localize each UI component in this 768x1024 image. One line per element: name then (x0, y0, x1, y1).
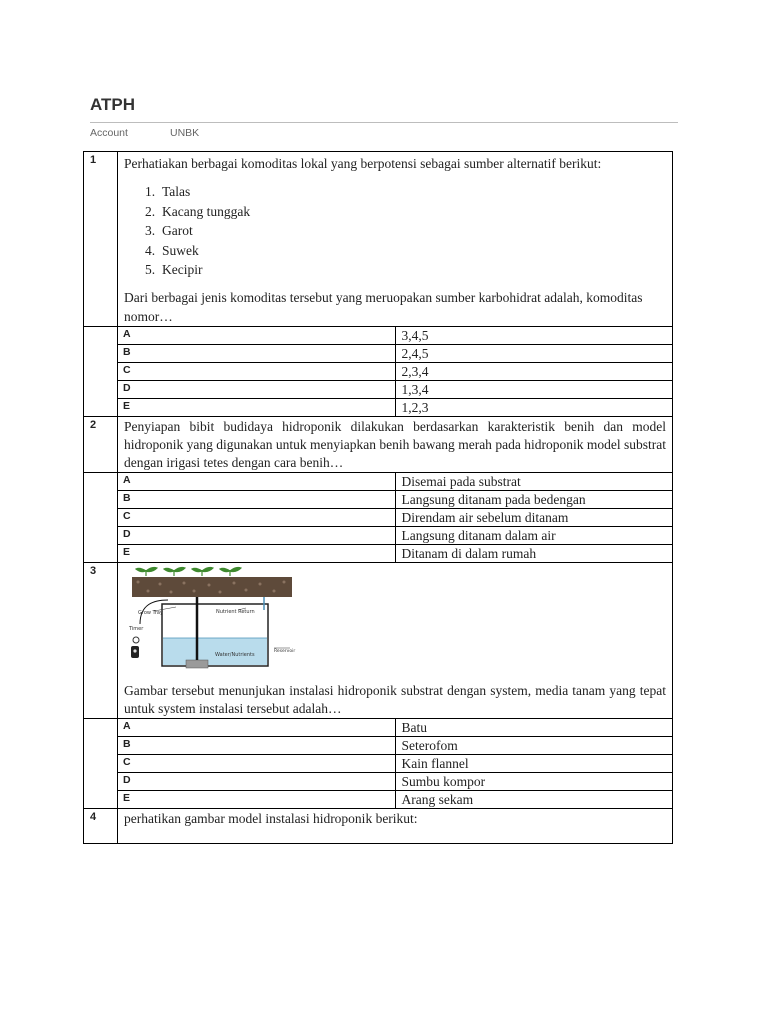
question-number: 3 (84, 562, 118, 718)
question-body (118, 562, 673, 718)
option-letter: D (118, 526, 396, 544)
question-row (84, 562, 673, 718)
option-letter: A (118, 326, 396, 344)
question-table (83, 151, 673, 844)
answer-option[interactable] (84, 490, 673, 508)
plant-icon (136, 567, 241, 576)
hydroponic-diagram (124, 564, 302, 672)
option-text[interactable]: Direndam air sebelum ditanam (395, 508, 673, 526)
option-text[interactable]: 1,2,3 (395, 398, 673, 416)
option-letter: E (118, 544, 396, 562)
option-letter: B (118, 344, 396, 362)
option-text[interactable]: Kain flannel (395, 754, 673, 772)
option-text[interactable]: Batu (395, 718, 673, 736)
option-letter: B (118, 490, 396, 508)
list-item: 1. Talas (145, 184, 191, 199)
option-letter: D (118, 772, 396, 790)
option-text[interactable]: Seterofom (395, 736, 673, 754)
label-grow-tray: Grow Tray (138, 609, 163, 616)
option-letter: E (118, 398, 396, 416)
option-text[interactable]: 2,4,5 (395, 344, 673, 362)
page-title: ATPH (90, 95, 136, 114)
answer-option[interactable] (84, 790, 673, 808)
question-row (84, 152, 673, 327)
question-row (84, 416, 673, 472)
question-body (118, 416, 673, 472)
answer-option[interactable] (84, 326, 673, 344)
meta-account[interactable]: Account (90, 127, 128, 139)
question-intro: Perhatiakan berbagai komoditas lokal yang berpotensi sebagai sumber alternatif berikut: (124, 156, 602, 171)
option-letter: A (118, 718, 396, 736)
option-letter: C (118, 754, 396, 772)
option-text[interactable]: Disemai pada substrat (395, 472, 673, 490)
question-stem: Dari berbagai jenis komoditas tersebut yang meruopakan sumber karbohidrat adalah, komoditas nomor… (124, 289, 643, 324)
header-divider (90, 122, 678, 123)
option-text[interactable]: Langsung ditanam dalam air (395, 526, 673, 544)
option-text[interactable]: 3,4,5 (395, 326, 673, 344)
meta-category[interactable]: UNBK (170, 127, 200, 139)
option-letter: B (118, 736, 396, 754)
option-text[interactable]: Sumbu kompor (395, 772, 673, 790)
option-letter: C (118, 362, 396, 380)
option-letter: D (118, 380, 396, 398)
answer-option[interactable] (84, 362, 673, 380)
question-stem: Penyiapan bibit budidaya hidroponik dilakukan berdasarkan karakteristik benih dan model hidroponik yang digunakan untuk menyiapkan benih bawang merah pada hidroponik model substrat dengan irigasi tetes dengan cara benih… (124, 418, 666, 470)
answer-option[interactable] (84, 472, 673, 490)
question-body (118, 808, 673, 843)
numbered-list (124, 182, 666, 280)
list-item: 3. Garot (145, 223, 193, 238)
label-reservoir: Reservoir (274, 648, 296, 654)
answer-option[interactable] (84, 380, 673, 398)
timer-icon (133, 637, 139, 643)
option-text[interactable]: 2,3,4 (395, 362, 673, 380)
list-item: 5. Kecipir (145, 262, 203, 277)
answer-option[interactable] (84, 508, 673, 526)
question-body (118, 152, 673, 327)
question-stem: Gambar tersebut menunjukan instalasi hidroponik substrat dengan system, media tanam yang tepat untuk system instalasi tersebut adalah… (124, 682, 666, 716)
grow-tray (132, 577, 292, 597)
answer-option[interactable] (84, 718, 673, 736)
answer-option[interactable] (84, 772, 673, 790)
list-item: 2. Kacang tunggak (145, 203, 251, 219)
label-water-nutrients: Water/Nutrients (215, 651, 255, 658)
question-row (84, 808, 673, 843)
answer-option[interactable] (84, 398, 673, 416)
list-item: 4. Suwek (145, 242, 199, 258)
option-text[interactable]: Arang sekam (395, 790, 673, 808)
question-number: 1 (84, 152, 118, 327)
answer-option[interactable] (84, 754, 673, 772)
option-text[interactable]: Ditanam di dalam rumah (395, 544, 673, 562)
question-stem: perhatikan gambar model instalasi hidroponik berikut: (124, 810, 418, 826)
answer-option[interactable] (84, 736, 673, 754)
answer-option[interactable] (84, 526, 673, 544)
question-number: 4 (84, 808, 118, 843)
answer-option[interactable] (84, 544, 673, 562)
option-letter: A (118, 472, 396, 490)
option-text[interactable]: Langsung ditanam pada bedengan (395, 490, 673, 508)
answer-option[interactable] (84, 344, 673, 362)
option-letter: C (118, 508, 396, 526)
option-text[interactable]: 1,3,4 (395, 380, 673, 398)
pump (186, 660, 208, 668)
option-letter: E (118, 790, 396, 808)
label-nutrient-return: Nutrient Return (216, 608, 255, 615)
question-number: 2 (84, 416, 118, 472)
label-timer: Timer (129, 625, 144, 632)
